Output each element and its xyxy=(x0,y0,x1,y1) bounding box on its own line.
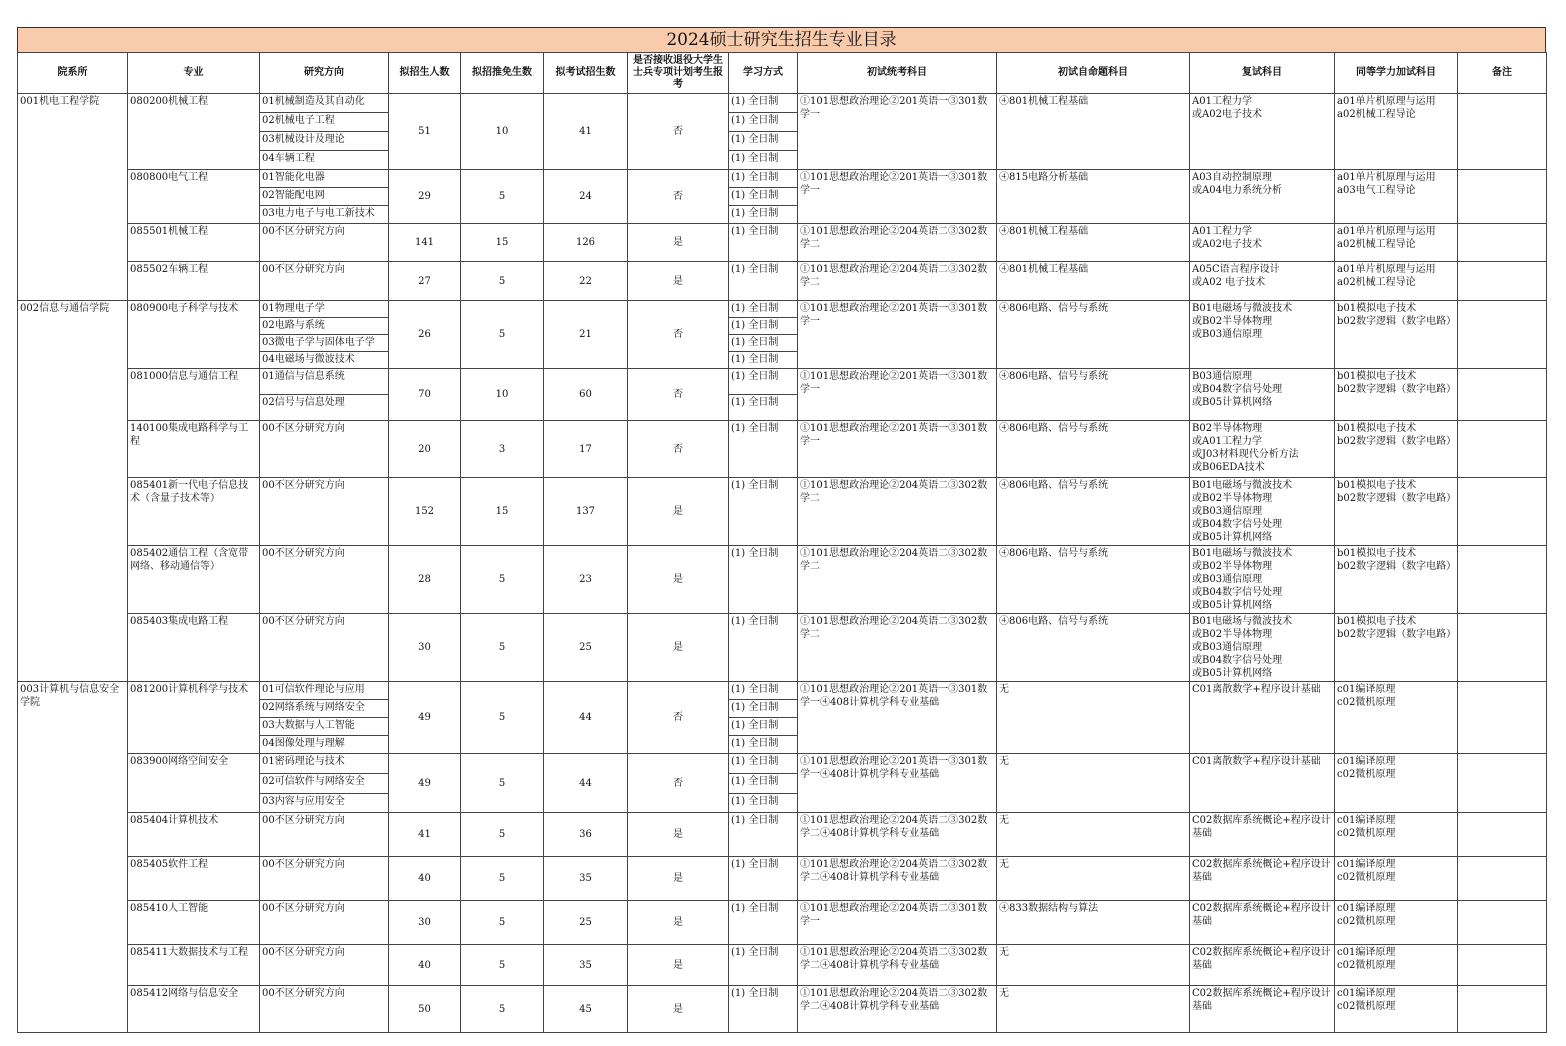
extra-subjects: b01模拟电子技术 b02数字逻辑（数字电路） xyxy=(1335,421,1458,478)
extra-subjects: c01编译原理 c02微机原理 xyxy=(1335,986,1458,1033)
study-mode: (1) 全日制 xyxy=(729,369,798,395)
study-mode: (1) 全日制 xyxy=(729,335,798,352)
exam-count: 25 xyxy=(544,901,628,945)
direction-cell: 01智能化电器 xyxy=(260,170,389,188)
unified-exam: ①101思想政治理论②201英语一③301数学一④408计算机学科专业基础 xyxy=(798,682,997,754)
direction-cell: 04图像处理与理解 xyxy=(260,736,389,754)
study-mode: (1) 全日制 xyxy=(729,113,798,132)
total-count: 70 xyxy=(389,369,461,421)
self-exam: ④806电路、信号与系统 xyxy=(997,614,1190,682)
veteran-flag: 否 xyxy=(628,369,729,421)
extra-subjects: c01编译原理 c02微机原理 xyxy=(1335,754,1458,813)
direction-cell: 03微电子学与固体电子学 xyxy=(260,335,389,352)
unified-exam: ①101思想政治理论②201英语一③301数学一 xyxy=(798,94,997,170)
retest-subjects: C01离散数学+程序设计基础 xyxy=(1190,682,1335,754)
remark-cell xyxy=(1458,945,1547,986)
direction-cell: 01机械制造及其自动化 xyxy=(260,94,389,113)
header-cell: 研究方向 xyxy=(260,53,389,94)
table-row xyxy=(18,682,1547,700)
extra-subjects: b01模拟电子技术 b02数字逻辑（数字电路） xyxy=(1335,478,1458,546)
direction-cell: 00不区分研究方向 xyxy=(260,857,389,901)
table-row xyxy=(18,614,1547,682)
exempt-count: 5 xyxy=(461,614,544,682)
direction-cell: 00不区分研究方向 xyxy=(260,945,389,986)
major-cell: 085405软件工程 xyxy=(128,857,260,901)
retest-subjects: B01电磁场与微波技术 或B02半导体物理 或B03通信原理 或B04数字信号处理 或B05计算机网络 xyxy=(1190,614,1335,682)
direction-cell: 02可信软件与网络安全 xyxy=(260,774,389,794)
study-mode: (1) 全日制 xyxy=(729,318,798,335)
unified-exam: ①101思想政治理论②204英语二③302数学二 xyxy=(798,478,997,546)
remark-cell xyxy=(1458,614,1547,682)
self-exam: ④801机械工程基础 xyxy=(997,94,1190,170)
exam-count: 60 xyxy=(544,369,628,421)
exempt-count: 5 xyxy=(461,301,544,369)
major-cell: 081000信息与通信工程 xyxy=(128,369,260,421)
exempt-count: 5 xyxy=(461,986,544,1033)
study-mode: (1) 全日制 xyxy=(729,718,798,736)
study-mode: (1) 全日制 xyxy=(729,94,798,113)
total-count: 152 xyxy=(389,478,461,546)
remark-cell xyxy=(1458,224,1547,262)
direction-cell: 01可信软件理论与应用 xyxy=(260,682,389,700)
extra-subjects: a01单片机原理与运用 a03电气工程导论 xyxy=(1335,170,1458,224)
self-exam: ④801机械工程基础 xyxy=(997,224,1190,262)
direction-cell: 01密码理论与技术 xyxy=(260,754,389,774)
total-count: 28 xyxy=(389,546,461,614)
table-row xyxy=(18,901,1547,945)
major-cell: 085403集成电路工程 xyxy=(128,614,260,682)
self-exam: ④806电路、信号与系统 xyxy=(997,369,1190,421)
retest-subjects: B01电磁场与微波技术 或B02半导体物理 或B03通信原理 或B04数字信号处理 或B05计算机网络 xyxy=(1190,478,1335,546)
table-row xyxy=(18,986,1547,1033)
study-mode: (1) 全日制 xyxy=(729,546,798,614)
exam-count: 35 xyxy=(544,857,628,901)
major-cell: 083900网络空间安全 xyxy=(128,754,260,813)
remark-cell xyxy=(1458,546,1547,614)
direction-cell: 02信号与信息处理 xyxy=(260,395,389,421)
extra-subjects: c01编译原理 c02微机原理 xyxy=(1335,682,1458,754)
unified-exam: ①101思想政治理论②204英语二③302数学二④408计算机学科专业基础 xyxy=(798,986,997,1033)
catalog-body xyxy=(18,94,1547,1033)
direction-cell: 03大数据与人工智能 xyxy=(260,718,389,736)
remark-cell xyxy=(1458,421,1547,478)
header-cell: 复试科目 xyxy=(1190,53,1335,94)
unified-exam: ①101思想政治理论②204英语二③302数学二 xyxy=(798,546,997,614)
exempt-count: 3 xyxy=(461,421,544,478)
veteran-flag: 否 xyxy=(628,421,729,478)
unified-exam: ①101思想政治理论②201英语一③301数学一 xyxy=(798,170,997,224)
veteran-flag: 是 xyxy=(628,478,729,546)
self-exam: 无 xyxy=(997,986,1190,1033)
exempt-count: 5 xyxy=(461,901,544,945)
self-exam: ④806电路、信号与系统 xyxy=(997,301,1190,369)
exempt-count: 5 xyxy=(461,262,544,301)
exam-count: 24 xyxy=(544,170,628,224)
table-row xyxy=(18,94,1547,113)
direction-cell: 03机械设计及理论 xyxy=(260,132,389,151)
study-mode: (1) 全日制 xyxy=(729,700,798,718)
exempt-count: 5 xyxy=(461,945,544,986)
table-row xyxy=(18,369,1547,395)
dept-cell: 001机电工程学院 xyxy=(18,94,128,301)
veteran-flag: 是 xyxy=(628,224,729,262)
self-exam: 无 xyxy=(997,682,1190,754)
extra-subjects: c01编译原理 c02微机原理 xyxy=(1335,901,1458,945)
veteran-flag: 否 xyxy=(628,754,729,813)
retest-subjects: B01电磁场与微波技术 或B02半导体物理 或B03通信原理 或B04数字信号处理 或B05计算机网络 xyxy=(1190,546,1335,614)
table-row xyxy=(18,754,1547,774)
study-mode: (1) 全日制 xyxy=(729,188,798,206)
study-mode: (1) 全日制 xyxy=(729,352,798,369)
header-cell: 拟招推免生数 xyxy=(461,53,544,94)
exempt-count: 10 xyxy=(461,94,544,170)
study-mode: (1) 全日制 xyxy=(729,901,798,945)
major-cell: 085404计算机技术 xyxy=(128,813,260,857)
total-count: 50 xyxy=(389,986,461,1033)
veteran-flag: 否 xyxy=(628,170,729,224)
veteran-flag: 是 xyxy=(628,857,729,901)
direction-cell: 00不区分研究方向 xyxy=(260,421,389,478)
retest-subjects: B01电磁场与微波技术 或B02半导体物理 或B03通信原理 xyxy=(1190,301,1335,369)
major-cell: 085410人工智能 xyxy=(128,901,260,945)
self-exam: ④806电路、信号与系统 xyxy=(997,421,1190,478)
major-cell: 080200机械工程 xyxy=(128,94,260,170)
header-cell: 拟招生人数 xyxy=(389,53,461,94)
study-mode: (1) 全日制 xyxy=(729,774,798,794)
exam-count: 137 xyxy=(544,478,628,546)
exam-count: 22 xyxy=(544,262,628,301)
table-row xyxy=(18,546,1547,614)
remark-cell xyxy=(1458,986,1547,1033)
unified-exam: ①101思想政治理论②204英语二③302数学二④408计算机学科专业基础 xyxy=(798,857,997,901)
exempt-count: 10 xyxy=(461,369,544,421)
exam-count: 21 xyxy=(544,301,628,369)
exempt-count: 5 xyxy=(461,857,544,901)
study-mode: (1) 全日制 xyxy=(729,945,798,986)
remark-cell xyxy=(1458,754,1547,813)
study-mode: (1) 全日制 xyxy=(729,478,798,546)
exam-count: 44 xyxy=(544,754,628,813)
remark-cell xyxy=(1458,301,1547,369)
page-title: 2024硕士研究生招生专业目录 xyxy=(17,27,1546,52)
direction-cell: 02机械电子工程 xyxy=(260,113,389,132)
extra-subjects: b01模拟电子技术 b02数字逻辑（数字电路） xyxy=(1335,369,1458,421)
table-row xyxy=(18,813,1547,857)
retest-subjects: C02数据库系统概论+程序设计基础 xyxy=(1190,986,1335,1033)
veteran-flag: 是 xyxy=(628,945,729,986)
veteran-flag: 是 xyxy=(628,901,729,945)
remark-cell xyxy=(1458,94,1547,170)
direction-cell: 00不区分研究方向 xyxy=(260,224,389,262)
major-cell: 140100集成电路科学与工程 xyxy=(128,421,260,478)
direction-cell: 00不区分研究方向 xyxy=(260,813,389,857)
header-cell: 学习方式 xyxy=(729,53,798,94)
remark-cell xyxy=(1458,478,1547,546)
direction-cell: 03电力电子与电工新技术 xyxy=(260,206,389,224)
total-count: 20 xyxy=(389,421,461,478)
remark-cell xyxy=(1458,170,1547,224)
study-mode: (1) 全日制 xyxy=(729,395,798,421)
total-count: 26 xyxy=(389,301,461,369)
major-cell: 085412网络与信息安全 xyxy=(128,986,260,1033)
exam-count: 41 xyxy=(544,94,628,170)
extra-subjects: b01模拟电子技术 b02数字逻辑（数字电路） xyxy=(1335,546,1458,614)
study-mode: (1) 全日制 xyxy=(729,301,798,318)
exempt-count: 5 xyxy=(461,546,544,614)
major-cell: 085411大数据技术与工程 xyxy=(128,945,260,986)
direction-cell: 02智能配电网 xyxy=(260,188,389,206)
header-cell: 拟考试招生数 xyxy=(544,53,628,94)
study-mode: (1) 全日制 xyxy=(729,736,798,754)
unified-exam: ①101思想政治理论②204英语二③301数学一 xyxy=(798,901,997,945)
total-count: 51 xyxy=(389,94,461,170)
self-exam: ④801机械工程基础 xyxy=(997,262,1190,301)
major-cell: 085501机械工程 xyxy=(128,224,260,262)
direction-cell: 00不区分研究方向 xyxy=(260,478,389,546)
table-row xyxy=(18,170,1547,188)
header-row xyxy=(18,53,1547,94)
remark-cell xyxy=(1458,857,1547,901)
self-exam: 无 xyxy=(997,754,1190,813)
unified-exam: ①101思想政治理论②201英语一③301数学一 xyxy=(798,301,997,369)
self-exam: 无 xyxy=(997,813,1190,857)
table-row xyxy=(18,301,1547,318)
retest-subjects: A03自动控制原理 或A04电力系统分析 xyxy=(1190,170,1335,224)
exempt-count: 15 xyxy=(461,478,544,546)
table-row xyxy=(18,857,1547,901)
total-count: 27 xyxy=(389,262,461,301)
direction-cell: 02网络系统与网络安全 xyxy=(260,700,389,718)
remark-cell xyxy=(1458,369,1547,421)
total-count: 40 xyxy=(389,857,461,901)
exam-count: 35 xyxy=(544,945,628,986)
study-mode: (1) 全日制 xyxy=(729,682,798,700)
total-count: 30 xyxy=(389,614,461,682)
header-cell: 是否接收退役大学生士兵专项计划考生报考 xyxy=(628,53,729,94)
retest-subjects: A05C语言程序设计 或A02 电子技术 xyxy=(1190,262,1335,301)
direction-cell: 00不区分研究方向 xyxy=(260,901,389,945)
header-cell: 专业 xyxy=(128,53,260,94)
direction-cell: 01物理电子学 xyxy=(260,301,389,318)
total-count: 49 xyxy=(389,754,461,813)
direction-cell: 00不区分研究方向 xyxy=(260,614,389,682)
retest-subjects: C02数据库系统概论+程序设计基础 xyxy=(1190,813,1335,857)
direction-cell: 00不区分研究方向 xyxy=(260,986,389,1033)
extra-subjects: b01模拟电子技术 b02数字逻辑（数字电路） xyxy=(1335,301,1458,369)
header-cell: 初试统考科目 xyxy=(798,53,997,94)
retest-subjects: B02半导体物理 或A01工程力学 或J03材料现代分析方法 或B06EDA技术 xyxy=(1190,421,1335,478)
exam-count: 36 xyxy=(544,813,628,857)
self-exam: ④806电路、信号与系统 xyxy=(997,546,1190,614)
major-cell: 085401新一代电子信息技术（含量子技术等） xyxy=(128,478,260,546)
extra-subjects: c01编译原理 c02微机原理 xyxy=(1335,945,1458,986)
exempt-count: 15 xyxy=(461,224,544,262)
exam-count: 45 xyxy=(544,986,628,1033)
exam-count: 126 xyxy=(544,224,628,262)
veteran-flag: 否 xyxy=(628,94,729,170)
catalog-sheet xyxy=(17,27,1546,1033)
veteran-flag: 是 xyxy=(628,986,729,1033)
direction-cell: 04电磁场与微波技术 xyxy=(260,352,389,369)
header-cell: 备注 xyxy=(1458,53,1547,94)
exempt-count: 5 xyxy=(461,813,544,857)
unified-exam: ①101思想政治理论②201英语一③301数学一④408计算机学科专业基础 xyxy=(798,754,997,813)
table-row xyxy=(18,421,1547,478)
veteran-flag: 是 xyxy=(628,813,729,857)
veteran-flag: 是 xyxy=(628,262,729,301)
table-row xyxy=(18,478,1547,546)
major-cell: 080900电子科学与技术 xyxy=(128,301,260,369)
self-exam: ④806电路、信号与系统 xyxy=(997,478,1190,546)
remark-cell xyxy=(1458,682,1547,754)
total-count: 40 xyxy=(389,945,461,986)
total-count: 30 xyxy=(389,901,461,945)
exam-count: 25 xyxy=(544,614,628,682)
total-count: 29 xyxy=(389,170,461,224)
extra-subjects: c01编译原理 c02微机原理 xyxy=(1335,857,1458,901)
dept-cell: 002信息与通信学院 xyxy=(18,301,128,682)
study-mode: (1) 全日制 xyxy=(729,132,798,151)
unified-exam: ①101思想政治理论②201英语一③301数学一 xyxy=(798,421,997,478)
catalog-table xyxy=(17,52,1547,1033)
unified-exam: ①101思想政治理论②204英语二③302数学二 xyxy=(798,262,997,301)
direction-cell: 04车辆工程 xyxy=(260,151,389,170)
remark-cell xyxy=(1458,901,1547,945)
unified-exam: ①101思想政治理论②201英语一③301数学一 xyxy=(798,369,997,421)
header-cell: 初试自命题科目 xyxy=(997,53,1190,94)
study-mode: (1) 全日制 xyxy=(729,794,798,813)
exempt-count: 5 xyxy=(461,170,544,224)
study-mode: (1) 全日制 xyxy=(729,262,798,301)
header-cell: 同等学力加试科目 xyxy=(1335,53,1458,94)
self-exam: 无 xyxy=(997,945,1190,986)
retest-subjects: B03通信原理 或B04数字信号处理 或B05计算机网络 xyxy=(1190,369,1335,421)
direction-cell: 02电路与系统 xyxy=(260,318,389,335)
unified-exam: ①101思想政治理论②204英语二③302数学二④408计算机学科专业基础 xyxy=(798,945,997,986)
extra-subjects: a01单片机原理与运用 a02机械工程导论 xyxy=(1335,262,1458,301)
extra-subjects: b01模拟电子技术 b02数字逻辑（数字电路） xyxy=(1335,614,1458,682)
remark-cell xyxy=(1458,813,1547,857)
study-mode: (1) 全日制 xyxy=(729,754,798,774)
major-cell: 080800电气工程 xyxy=(128,170,260,224)
table-row xyxy=(18,224,1547,262)
study-mode: (1) 全日制 xyxy=(729,151,798,170)
exempt-count: 5 xyxy=(461,754,544,813)
veteran-flag: 否 xyxy=(628,301,729,369)
unified-exam: ①101思想政治理论②204英语二③302数学二 xyxy=(798,224,997,262)
total-count: 49 xyxy=(389,682,461,754)
self-exam: ④833数据结构与算法 xyxy=(997,901,1190,945)
header-cell: 院系所 xyxy=(18,53,128,94)
veteran-flag: 是 xyxy=(628,546,729,614)
study-mode: (1) 全日制 xyxy=(729,986,798,1033)
direction-cell: 00不区分研究方向 xyxy=(260,546,389,614)
self-exam: ④815电路分析基础 xyxy=(997,170,1190,224)
study-mode: (1) 全日制 xyxy=(729,206,798,224)
retest-subjects: C02数据库系统概论+程序设计基础 xyxy=(1190,857,1335,901)
extra-subjects: c01编译原理 c02微机原理 xyxy=(1335,813,1458,857)
exam-count: 17 xyxy=(544,421,628,478)
extra-subjects: a01单片机原理与运用 a02机械工程导论 xyxy=(1335,224,1458,262)
dept-cell: 003计算机与信息安全学院 xyxy=(18,682,128,1033)
study-mode: (1) 全日制 xyxy=(729,170,798,188)
retest-subjects: C02数据库系统概论+程序设计基础 xyxy=(1190,945,1335,986)
direction-cell: 00不区分研究方向 xyxy=(260,262,389,301)
self-exam: 无 xyxy=(997,857,1190,901)
retest-subjects: C01离散数学+程序设计基础 xyxy=(1190,754,1335,813)
unified-exam: ①101思想政治理论②204英语二③302数学二 xyxy=(798,614,997,682)
total-count: 41 xyxy=(389,813,461,857)
major-cell: 085402通信工程（含宽带网络、移动通信等） xyxy=(128,546,260,614)
remark-cell xyxy=(1458,262,1547,301)
unified-exam: ①101思想政治理论②204英语二③302数学二④408计算机学科专业基础 xyxy=(798,813,997,857)
study-mode: (1) 全日制 xyxy=(729,224,798,262)
total-count: 141 xyxy=(389,224,461,262)
study-mode: (1) 全日制 xyxy=(729,857,798,901)
veteran-flag: 否 xyxy=(628,682,729,754)
retest-subjects: A01工程力学 或A02电子技术 xyxy=(1190,94,1335,170)
major-cell: 081200计算机科学与技术 xyxy=(128,682,260,754)
exam-count: 44 xyxy=(544,682,628,754)
study-mode: (1) 全日制 xyxy=(729,421,798,478)
direction-cell: 03内容与应用安全 xyxy=(260,794,389,813)
retest-subjects: A01工程力学 或A02电子技术 xyxy=(1190,224,1335,262)
study-mode: (1) 全日制 xyxy=(729,813,798,857)
major-cell: 085502车辆工程 xyxy=(128,262,260,301)
table-row xyxy=(18,945,1547,986)
retest-subjects: C02数据库系统概论+程序设计基础 xyxy=(1190,901,1335,945)
extra-subjects: a01单片机原理与运用 a02机械工程导论 xyxy=(1335,94,1458,170)
exam-count: 23 xyxy=(544,546,628,614)
study-mode: (1) 全日制 xyxy=(729,614,798,682)
direction-cell: 01通信与信息系统 xyxy=(260,369,389,395)
table-row xyxy=(18,262,1547,301)
exempt-count: 5 xyxy=(461,682,544,754)
veteran-flag: 是 xyxy=(628,614,729,682)
